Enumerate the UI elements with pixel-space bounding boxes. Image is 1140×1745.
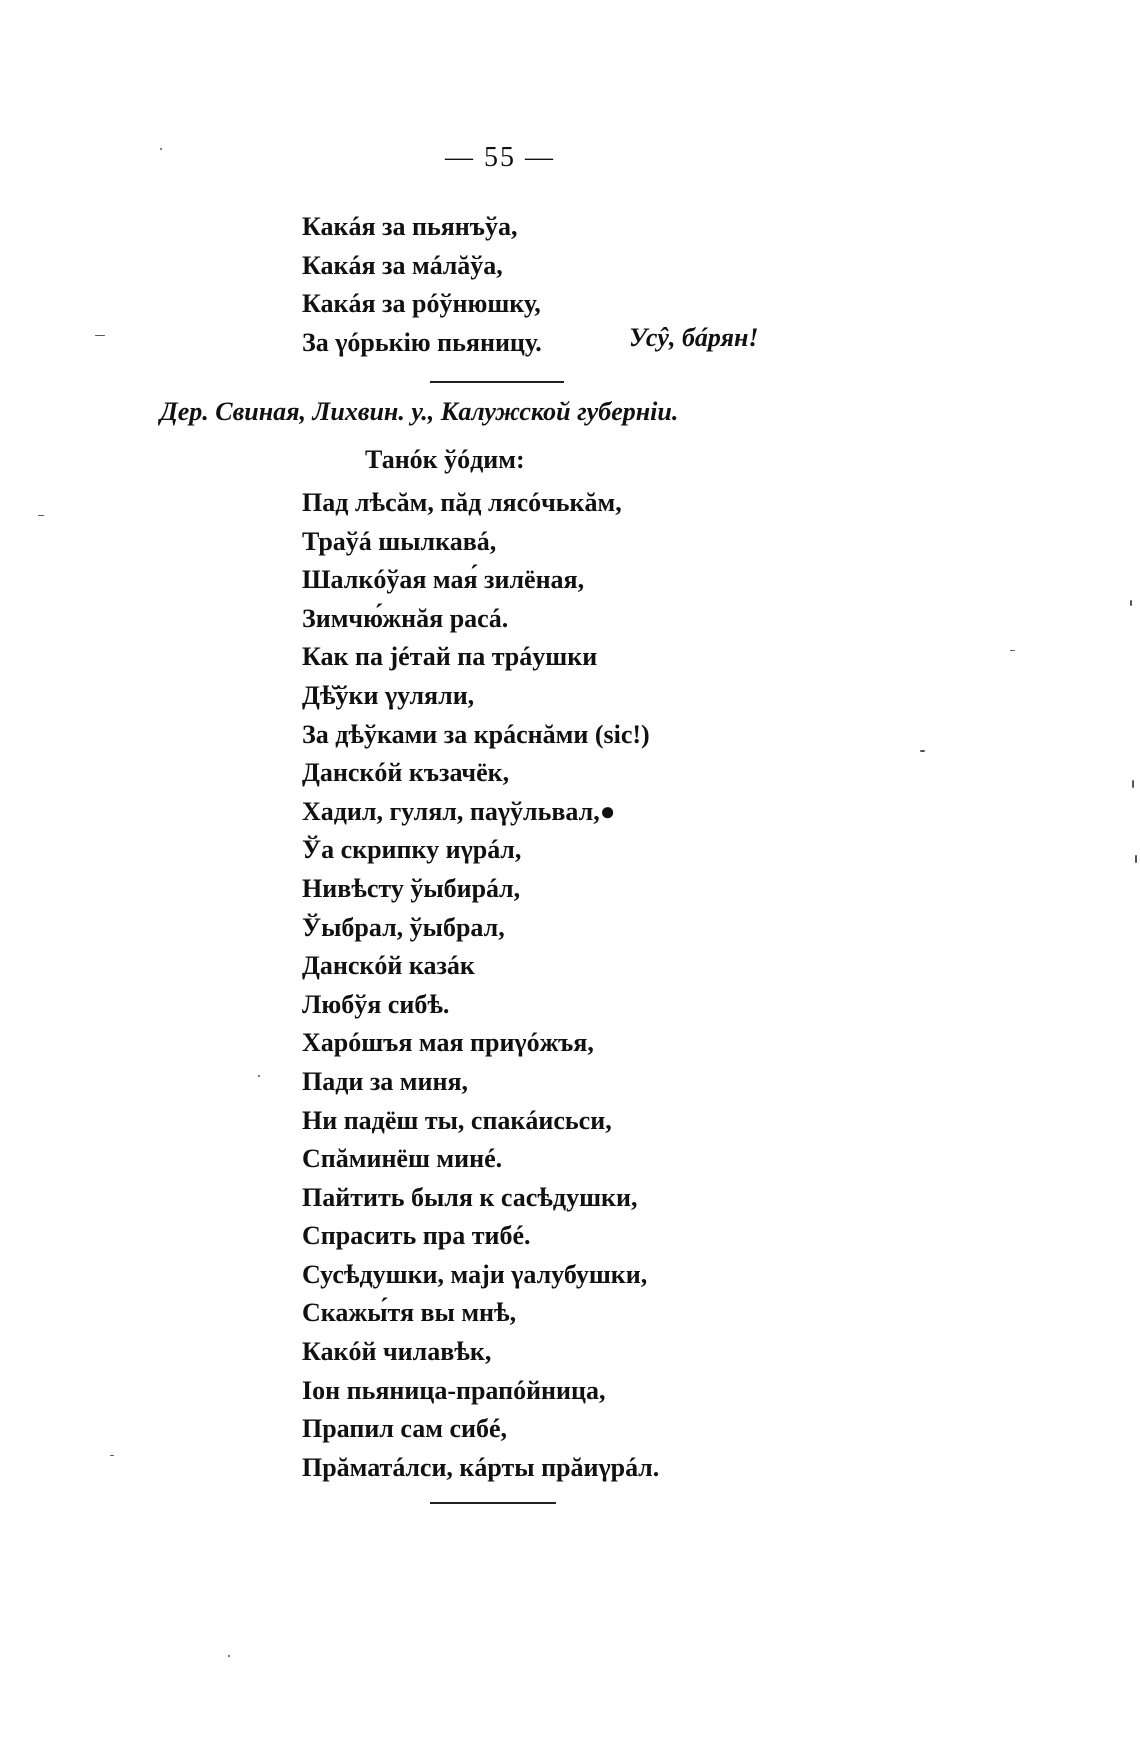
verse-line: Сусѣдушки, маји γалубушки, xyxy=(302,1259,648,1289)
verse-stanza-1 xyxy=(302,208,542,362)
verse-line: Нивѣсту ўыбирáл, xyxy=(302,873,521,903)
verse-line: Какóй чилавѣк, xyxy=(302,1337,492,1367)
verse-line: Как па јéтай па трáушки xyxy=(302,642,598,672)
section-divider xyxy=(430,381,564,383)
song-intro-line: Танóк ўóдим: xyxy=(365,445,525,474)
verse-line: Хадил, гулял, паγўльвал,● xyxy=(302,796,616,826)
verse-line: Пайтить быля к сасѣдушки, xyxy=(302,1182,638,1212)
page-number: — 55 — xyxy=(445,142,555,173)
verse-line: Пад лѣсăм, пăд лясóчькăм, xyxy=(302,488,622,517)
verse-line: Какáя за рóўнюшку, xyxy=(302,289,541,319)
verse-line: Ўыбрал, ўыбрал, xyxy=(302,912,505,942)
scan-speck xyxy=(1010,650,1015,651)
end-divider xyxy=(430,1502,556,1504)
verse-line: Какáя за мáлăўа, xyxy=(302,250,503,280)
verse-line: Пади за миня, xyxy=(302,1066,469,1096)
verse-line: Прапил сам сибé, xyxy=(302,1414,508,1444)
verse-line: Данскóй къзачёк, xyxy=(302,758,510,788)
scan-speck xyxy=(1135,855,1137,863)
scan-speck xyxy=(258,1075,260,1077)
verse-line: Данскóй казáк xyxy=(302,951,475,981)
verse-line: Прăматáлси, кáрты прăиγрáл. xyxy=(302,1452,660,1482)
verse-line: Ўа скрипку иγрáл, xyxy=(302,835,522,865)
verse-line: Шалкóўая мая́ зилёная, xyxy=(302,565,585,595)
verse-line: Скажы́тя вы мнѣ, xyxy=(302,1298,517,1328)
verse-line: Спрасить пра тибé. xyxy=(302,1221,531,1251)
verse-line: Ни падёш ты, спакáисьси, xyxy=(302,1105,612,1135)
verse-line: Траўá шылкавá, xyxy=(302,526,497,556)
scan-speck xyxy=(1130,600,1132,606)
verse-line: Любўя сибѣ. xyxy=(302,989,450,1019)
verse-line: Дѣ̆ўки γуляли, xyxy=(302,680,475,710)
verse-line: Харóшъя мая приγóжъя, xyxy=(302,1028,594,1058)
verse-line: Зимчю́жнăя расá. xyxy=(302,603,509,633)
scan-speck xyxy=(38,515,44,516)
verse-line: Спăминёш минé. xyxy=(302,1144,503,1174)
location-heading: Дер. Свиная, Лихвин. у., Калужской губерніи. xyxy=(160,397,679,426)
scan-speck xyxy=(160,148,162,150)
scan-speck xyxy=(1132,780,1134,788)
verse-stanza-2 xyxy=(302,484,659,1487)
verse-note: Усŷ, бáрян! xyxy=(629,323,759,352)
scan-speck xyxy=(228,1655,230,1657)
scan-speck xyxy=(920,750,925,752)
verse-line: Іон пьяница-прапóйница, xyxy=(302,1375,606,1405)
verse-line: Какáя за пьянъўа, xyxy=(302,212,518,241)
verse-line: За дѣўками за крáснăми (sic!) xyxy=(302,719,650,749)
verse-line: За γóрькію пьяницу. xyxy=(302,327,542,357)
scan-speck xyxy=(110,1455,114,1456)
scan-speck xyxy=(95,335,105,336)
